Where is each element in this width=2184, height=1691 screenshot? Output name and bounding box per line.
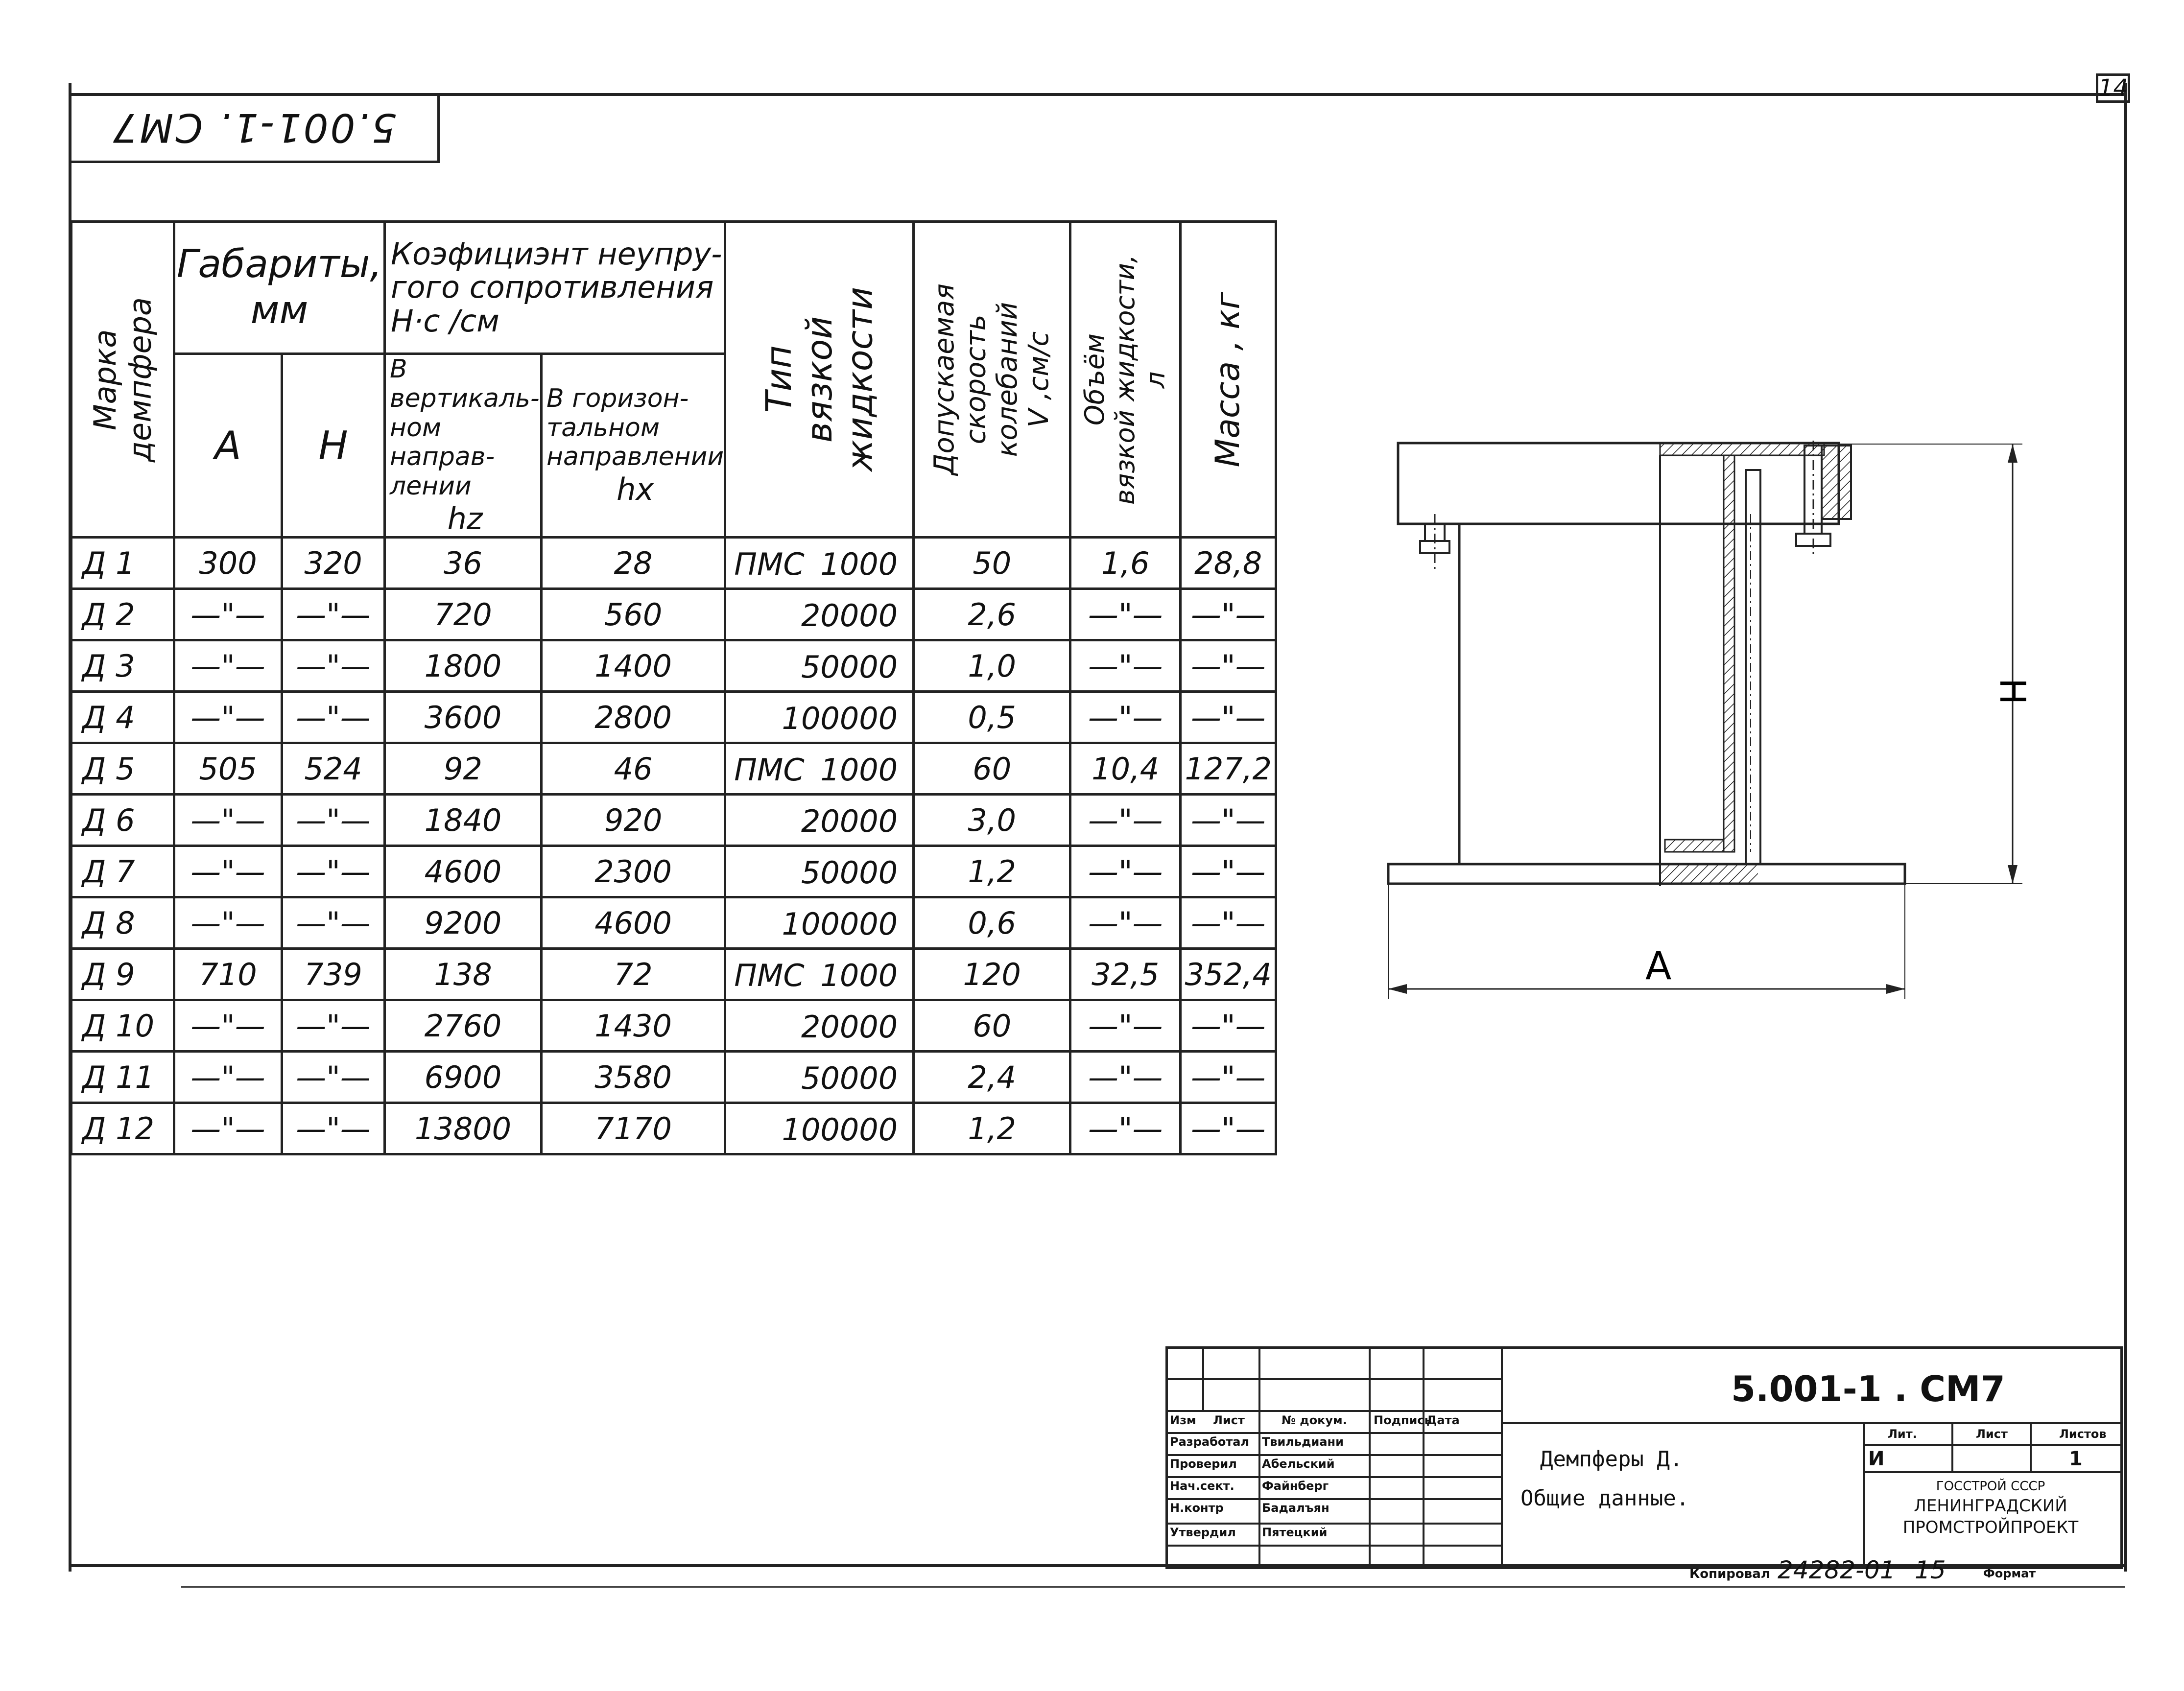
cell-fluid	[725, 1000, 914, 1052]
cell-fluid	[725, 897, 914, 949]
header-coef-label: Коэфициэнт неупру- гого сопротивления Н·с /см	[391, 236, 722, 339]
cell-h: —"—	[282, 846, 385, 897]
sheets-label: Листов	[2059, 1427, 2107, 1441]
cell-vol: 1,6	[1070, 538, 1181, 589]
cell-fluid-viscosity: 1000	[820, 752, 898, 788]
cell-mass: —"—	[1181, 692, 1276, 743]
cell-fluid-viscosity: 1000	[820, 546, 898, 583]
cell-vol: —"—	[1070, 589, 1181, 640]
cell-mark: Д 12	[71, 1103, 174, 1154]
cell-hz: 3600	[385, 692, 542, 743]
header-dims	[174, 222, 385, 354]
cell-v: 0,5	[914, 692, 1070, 743]
title-line-1: Демпферы Д.	[1540, 1447, 1683, 1472]
damper-section-drawing	[1381, 426, 2042, 1013]
header-speed	[914, 222, 1070, 538]
cell-mass: —"—	[1181, 1103, 1276, 1154]
role-label: Нач.сект.	[1170, 1479, 1234, 1493]
cell-fluid	[725, 949, 914, 1000]
table-row	[71, 640, 1276, 692]
header-mark-label: Марка демпфера	[87, 297, 158, 462]
stamp-code: 5.001-1. СМ7	[111, 105, 397, 150]
cell-fluid-type: ПМС	[734, 752, 805, 788]
inventory-number: 24282-01	[1778, 1556, 1896, 1584]
cell-hx: 2800	[542, 692, 725, 743]
cell-hz: 13800	[385, 1103, 542, 1154]
inventory-sheet: 15	[1915, 1556, 1946, 1584]
cell-v: 60	[914, 1000, 1070, 1052]
organization	[1868, 1479, 2113, 1538]
cell-hx: 1430	[542, 1000, 725, 1052]
cell-h: —"—	[282, 589, 385, 640]
role-label: Разработал	[1170, 1435, 1250, 1449]
cell-hx: 920	[542, 795, 725, 846]
cell-vol: 32,5	[1070, 949, 1181, 1000]
table-row	[71, 589, 1276, 640]
format-label: Формат	[1983, 1567, 2036, 1580]
header-coef-vertical-symbol: hz	[447, 500, 483, 537]
cell-mass: —"—	[1181, 1000, 1276, 1052]
cell-hx: 2300	[542, 846, 725, 897]
table-row	[71, 1000, 1276, 1052]
header-speed-label: Допускаемая скорость колебаний V ,см/с	[928, 283, 1055, 475]
cell-mark: Д 1	[71, 538, 174, 589]
cell-mark: Д 9	[71, 949, 174, 1000]
cell-fluid	[725, 743, 914, 795]
cell-hx: 46	[542, 743, 725, 795]
sheet-label: Лист	[1976, 1427, 2008, 1441]
role-name: Твильдиани	[1262, 1435, 1344, 1449]
cell-a: —"—	[174, 795, 282, 846]
col-doc: № докум.	[1282, 1413, 1347, 1427]
cell-fluid-viscosity: 100000	[782, 906, 898, 942]
cell-mark: Д 3	[71, 640, 174, 692]
cell-mark: Д 8	[71, 897, 174, 949]
col-izm: Изм	[1170, 1413, 1196, 1427]
header-dim-a: А	[174, 354, 282, 538]
header-volume-label: Объём вязкой жидкости, л	[1079, 254, 1171, 505]
cell-hx: 7170	[542, 1103, 725, 1154]
cell-fluid	[725, 1103, 914, 1154]
cell-v: 3,0	[914, 795, 1070, 846]
cell-fluid	[725, 1052, 914, 1103]
table-body	[71, 538, 1276, 1154]
cell-mass: —"—	[1181, 795, 1276, 846]
cell-fluid-viscosity: 20000	[801, 803, 898, 840]
cell-fluid-viscosity: 20000	[801, 598, 898, 634]
role-name: Бадалъян	[1262, 1501, 1329, 1515]
cell-hz: 1840	[385, 795, 542, 846]
cell-fluid	[725, 640, 914, 692]
cell-h: 524	[282, 743, 385, 795]
role-name: Абельский	[1262, 1457, 1335, 1471]
header-coef-horizontal-symbol: hx	[617, 471, 654, 508]
header-dim-h: Н	[282, 354, 385, 538]
cell-v: 1,2	[914, 1103, 1070, 1154]
cell-mass: 28,8	[1181, 538, 1276, 589]
cell-h: 320	[282, 538, 385, 589]
copied-label: Копировал	[1689, 1567, 1770, 1581]
table-row	[71, 743, 1276, 795]
org-line-2: ЛЕНИНГРАДСКИЙ	[1914, 1496, 2067, 1516]
cell-hz: 6900	[385, 1052, 542, 1103]
cell-fluid-viscosity: 100000	[782, 1112, 898, 1148]
cell-vol: —"—	[1070, 846, 1181, 897]
top-plate	[1398, 443, 1839, 524]
cell-mark: Д 4	[71, 692, 174, 743]
cell-a: —"—	[174, 1052, 282, 1103]
cell-mass: 127,2	[1181, 743, 1276, 795]
frame-bottom-rule	[181, 1586, 2125, 1588]
role-name: Пятецкий	[1262, 1526, 1328, 1539]
cell-mass: 352,4	[1181, 949, 1276, 1000]
cell-h: —"—	[282, 692, 385, 743]
cell-vol: —"—	[1070, 795, 1181, 846]
dimension-h	[1839, 444, 2022, 884]
sheets-value: 1	[2069, 1448, 2083, 1470]
frame-right-border	[2124, 83, 2127, 1572]
lit-value: И	[1868, 1448, 1885, 1470]
cell-v: 120	[914, 949, 1070, 1000]
cell-v: 50	[914, 538, 1070, 589]
cell-fluid-viscosity: 1000	[820, 958, 898, 994]
cell-v: 2,4	[914, 1052, 1070, 1103]
cell-v: 1,0	[914, 640, 1070, 692]
cell-vol: —"—	[1070, 1103, 1181, 1154]
cell-fluid-type: ПМС	[734, 958, 805, 994]
role-name: Файнберг	[1262, 1479, 1329, 1493]
cell-vol: —"—	[1070, 1052, 1181, 1103]
table-row	[71, 897, 1276, 949]
cell-h: —"—	[282, 640, 385, 692]
cell-hz: 36	[385, 538, 542, 589]
title-line-2: Общие данные.	[1520, 1486, 1689, 1511]
cell-hx: 72	[542, 949, 725, 1000]
page-number: 14	[2096, 73, 2130, 103]
cell-vol: 10,4	[1070, 743, 1181, 795]
col-date: Дата	[1426, 1413, 1460, 1427]
cell-a: —"—	[174, 846, 282, 897]
damper-table	[70, 220, 1277, 1155]
bolt-left	[1420, 514, 1449, 573]
title-block-code: 5.001-1 . СМ7	[1731, 1368, 2005, 1409]
cell-mark: Д 10	[71, 1000, 174, 1052]
header-mass-label: Масса , кг	[1209, 291, 1248, 468]
cell-hz: 720	[385, 589, 542, 640]
header-dims-label: Габариты, мм	[176, 242, 382, 332]
cell-h: —"—	[282, 1000, 385, 1052]
cell-hx: 560	[542, 589, 725, 640]
bolt-right	[1796, 441, 1851, 558]
header-fluid-label: Тип вязкой жидкости	[758, 287, 880, 472]
cell-vol: —"—	[1070, 640, 1181, 692]
header-coef-horizontal-label: В горизон- тальном направлении	[546, 383, 724, 472]
cell-a: —"—	[174, 589, 282, 640]
cell-h: —"—	[282, 1103, 385, 1154]
cell-mark: Д 11	[71, 1052, 174, 1103]
cell-fluid-viscosity: 50000	[801, 649, 898, 685]
header-coef-horizontal	[542, 354, 725, 538]
role-label: Проверил	[1170, 1457, 1237, 1471]
header-fluid	[725, 222, 914, 538]
cell-fluid-viscosity: 20000	[801, 1009, 898, 1045]
cell-a: —"—	[174, 1000, 282, 1052]
cell-hz: 2760	[385, 1000, 542, 1052]
cell-mass: —"—	[1181, 1052, 1276, 1103]
cell-hz: 9200	[385, 897, 542, 949]
cell-fluid	[725, 692, 914, 743]
cell-hx: 1400	[542, 640, 725, 692]
table-row	[71, 795, 1276, 846]
rotated-stamp	[70, 94, 440, 163]
header-coef-vertical-label: В вертикаль- ном направ- лении	[390, 354, 540, 501]
cell-hz: 1800	[385, 640, 542, 692]
cell-mass: —"—	[1181, 897, 1276, 949]
cell-a: —"—	[174, 1103, 282, 1154]
dimension-a-label: А	[1645, 944, 1672, 988]
cell-h: 739	[282, 949, 385, 1000]
header-coef-vertical	[385, 354, 542, 538]
cell-fluid	[725, 589, 914, 640]
cell-a: —"—	[174, 897, 282, 949]
role-label: Н.контр	[1170, 1501, 1224, 1515]
cell-fluid-viscosity: 100000	[782, 701, 898, 737]
cell-mass: —"—	[1181, 846, 1276, 897]
header-mass	[1181, 222, 1276, 538]
cell-vol: —"—	[1070, 1000, 1181, 1052]
role-label: Утвердил	[1170, 1526, 1236, 1539]
lit-label: Лит.	[1888, 1427, 1917, 1441]
header-volume	[1070, 222, 1181, 538]
cell-hx: 28	[542, 538, 725, 589]
cell-v: 60	[914, 743, 1070, 795]
cell-h: —"—	[282, 897, 385, 949]
title-block	[1165, 1346, 2123, 1569]
cell-mass: —"—	[1181, 589, 1276, 640]
base-plate	[1388, 864, 1905, 884]
damper-housing	[1459, 455, 1760, 886]
table-row	[71, 949, 1276, 1000]
cell-mark: Д 7	[71, 846, 174, 897]
header-mark	[71, 222, 174, 538]
cell-fluid	[725, 538, 914, 589]
cell-fluid-viscosity: 50000	[801, 855, 898, 891]
cell-v: 2,6	[914, 589, 1070, 640]
cell-hx: 4600	[542, 897, 725, 949]
col-sign: Подпись	[1374, 1413, 1432, 1427]
cell-hx: 3580	[542, 1052, 725, 1103]
cell-a: 710	[174, 949, 282, 1000]
cell-fluid	[725, 846, 914, 897]
cell-fluid	[725, 795, 914, 846]
org-line-1: ГОССТРОЙ СССР	[1936, 1479, 2045, 1494]
cell-hz: 92	[385, 743, 542, 795]
cell-vol: —"—	[1070, 897, 1181, 949]
cell-h: —"—	[282, 1052, 385, 1103]
cell-mark: Д 5	[71, 743, 174, 795]
header-coef	[385, 222, 725, 354]
cell-fluid-type: ПМС	[734, 546, 805, 583]
org-line-3: ПРОМСТРОЙПРОЕКТ	[1902, 1517, 2079, 1537]
cell-v: 0,6	[914, 897, 1070, 949]
cell-mark: Д 6	[71, 795, 174, 846]
cell-fluid-viscosity: 50000	[801, 1060, 898, 1097]
cell-h: —"—	[282, 795, 385, 846]
table-row	[71, 846, 1276, 897]
cell-a: 300	[174, 538, 282, 589]
table-row	[71, 538, 1276, 589]
cell-hz: 138	[385, 949, 542, 1000]
cell-a: —"—	[174, 692, 282, 743]
cell-mass: —"—	[1181, 640, 1276, 692]
cell-v: 1,2	[914, 846, 1070, 897]
cell-a: —"—	[174, 640, 282, 692]
table-row	[71, 692, 1276, 743]
table-row	[71, 1052, 1276, 1103]
cell-a: 505	[174, 743, 282, 795]
table-row	[71, 1103, 1276, 1154]
cell-hz: 4600	[385, 846, 542, 897]
cell-mark: Д 2	[71, 589, 174, 640]
dimension-h-label: Н	[1992, 678, 2033, 705]
col-list: Лист	[1213, 1413, 1245, 1427]
cell-vol: —"—	[1070, 692, 1181, 743]
